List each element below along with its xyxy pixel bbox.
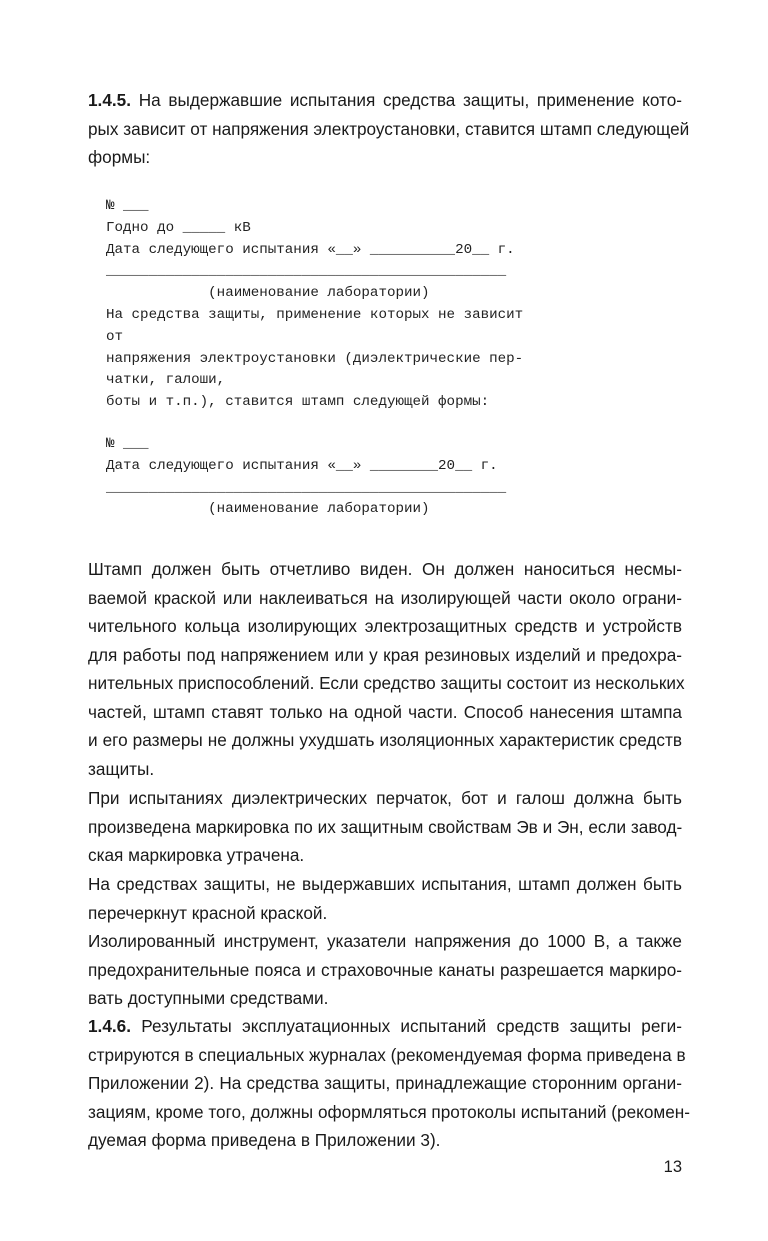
section-number: 1.4.6.: [88, 1016, 132, 1036]
text-line: Изолированный инструмент, указатели напряжения до 1000 В, а также: [88, 931, 682, 951]
stamp-form-2: № ___ Дата следующего испытания «__» ________20__ г. _______________________________________________ (наименование лаборатории): [106, 436, 507, 518]
paragraph-stamp-visibility: [88, 555, 685, 783]
text-line: стрируются в специальных журналах (рекомендуемая форма приведена в: [88, 1044, 686, 1065]
page-number: 13: [663, 1158, 682, 1176]
text-line: для работы под напряжением или у края резиновых изделий и предохра-: [88, 644, 682, 665]
text-line: На средствах защиты, не выдержавших испытания, штамп должен быть: [88, 874, 682, 894]
text-line: формы:: [88, 147, 151, 167]
paragraph-failed-stamp: [88, 870, 682, 927]
section-1-4-6: [88, 1012, 691, 1155]
text-line: и его размеры не должны ухудшать изоляционных характеристик средств: [88, 730, 682, 750]
text-line: нительных приспособлений. Если средство защиты состоит из нескольких: [88, 673, 685, 693]
paragraph-gloves-marking: [88, 784, 682, 870]
text-line: рых зависит от напряжения электроустановки, ставится штамп следующей: [88, 118, 690, 139]
text-line: защиты.: [88, 758, 155, 779]
text-line: зациям, кроме того, должны оформляться протоколы испытаний (рекомен-: [88, 1101, 691, 1122]
text-line: При испытаниях диэлектрических перчаток, бот и галош должна быть: [88, 788, 682, 808]
text-line: перечеркнут красной краской.: [88, 902, 328, 923]
paragraph-insulated-tools: [88, 927, 682, 1013]
text-line: 1.4.5. На выдержавшие испытания средства защиты, применение кото-: [88, 90, 682, 110]
text-line: чительного кольца изолирующих электрозащитных средств и устройств: [88, 616, 682, 636]
text-line: Штамп должен быть отчетливо виден. Он должен наноситься несмы-: [88, 559, 682, 579]
text-line: произведена маркировка по их защитным свойствам Эв и Эн, если завод-: [88, 816, 683, 837]
section-number: 1.4.5.: [88, 90, 132, 110]
text-line: Приложении 2). На средства защиты, принадлежащие сторонним органи-: [88, 1073, 682, 1093]
text-line: 1.4.6. Результаты эксплуатационных испытаний средств защиты реги-: [88, 1016, 682, 1036]
text-line: предохранительные пояса и страховочные канаты разрешается маркиро-: [88, 959, 682, 980]
text-line: частей, штамп ставят только на одной части. Способ нанесения штампа: [88, 701, 682, 722]
stamp-form-1: № ___ Годно до _____ кВ Дата следующего испытания «__» __________20__ г. _______________________________________________ (наименование лаборатории) На средства защиты, применение которых не зависит от напряжения электроустановки (диэлектрические пер- чатки, галоши, боты и т.п.), ставится штамп следующей формы:: [106, 198, 524, 411]
text-line: дуемая форма приведена в Приложении 3).: [88, 1130, 441, 1150]
text-line: ская маркировка утрачена.: [88, 845, 305, 865]
section-1-4-5: [88, 86, 690, 172]
text-line: вать доступными средствами.: [88, 988, 329, 1008]
text-line: ваемой краской или наклеиваться на изолирующей части около ограни-: [88, 587, 682, 608]
